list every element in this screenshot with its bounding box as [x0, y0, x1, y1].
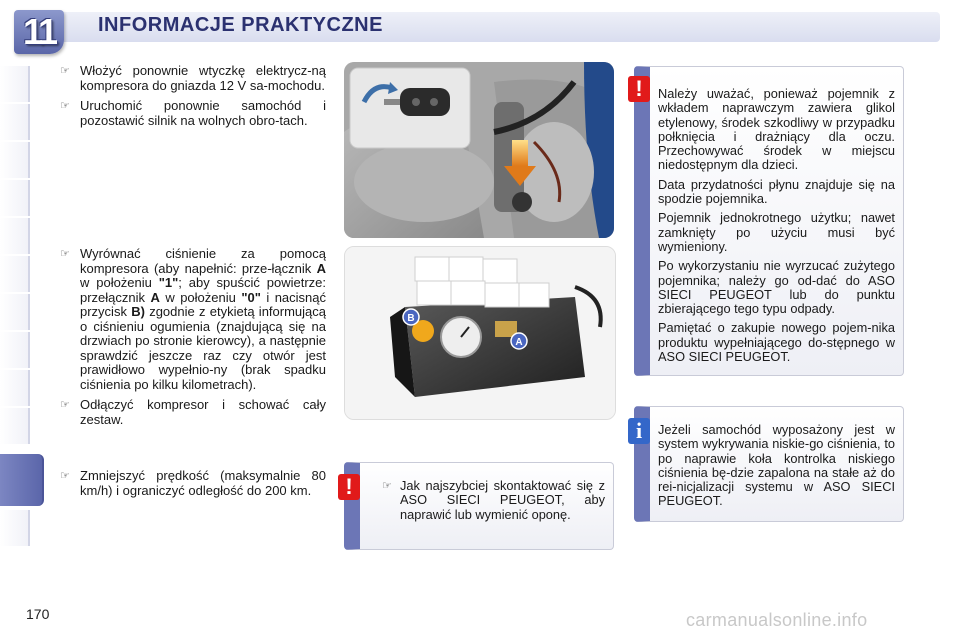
- chapter-tab[interactable]: [0, 66, 30, 102]
- instructions-group-1: [60, 64, 326, 134]
- chapter-tabs: [0, 66, 30, 576]
- instructions-group-2: [60, 247, 326, 433]
- warning-paragraph: Należy uważać, ponieważ pojemnik z wkładem naprawczym zawiera glikol etylenowy, środek szkodliwy w przypadku połknięcia i drażniący dla oczu. Przechowywać środek w miejscu niedostępnym dla dzieci.: [658, 86, 895, 173]
- warning-icon: !: [628, 76, 650, 102]
- list-item: ☞ Jak najszybciej skontaktować się z ASO SIECI PEUGEOT, aby naprawić lub wymienić oponę.: [382, 478, 605, 522]
- pointing-hand-icon: ☞: [382, 480, 392, 492]
- pointing-hand-icon: ☞: [60, 100, 70, 112]
- chapter-tab[interactable]: [0, 408, 30, 444]
- chapter-tab[interactable]: [0, 256, 30, 292]
- chapter-tab[interactable]: [0, 218, 30, 254]
- chapter-tab[interactable]: [0, 142, 30, 178]
- label-a: A: [515, 337, 523, 348]
- chapter-tab[interactable]: [0, 104, 30, 140]
- chapter-tab[interactable]: [0, 180, 30, 216]
- car-socket-photo: [344, 62, 614, 238]
- warning-paragraph: Data przydatności płynu znajduje się na spodzie pojemnika.: [658, 176, 895, 207]
- list-item: ☞ Wyrównać ciśnienie za pomocą kompresora (aby napełnić: prze-łącznik A w położeniu "1"; aby spuścić powietrze: przełącznik A w położeniu "0" i nacisnąć przycisk B) zgodnie z etykietą informującą o ciśnieniu ogumienia (znajdującą się na drzwiach po stronie kierowcy), a następnie sprawdzić jeszcze raz czy otwór jest prawidłowo wypełnio-ny (brak spadku ciśnienia po kilku kilometrach).: [60, 246, 327, 392]
- compressor-kit-photo: [344, 246, 616, 420]
- info-note: [634, 406, 904, 522]
- watermark: carmanualsonline.info: [686, 610, 868, 630]
- info-paragraph: Jeżeli samochód wyposażony jest w system wykrywania niskie-go ciśnienia, to po naprawie koła kontrolka niskiego ciśnienia bę-dzie zapalona na stałe aż do rei-nicjalizacji systemu w ASO SIECI PEUGEOT.: [658, 422, 895, 509]
- list-item: ☞ Odłączyć kompresor i schować cały zestaw.: [60, 397, 326, 427]
- chapter-tab[interactable]: [0, 370, 30, 406]
- compressor-illustration: [345, 247, 615, 419]
- warning-note: [634, 66, 904, 376]
- chapter-tab[interactable]: [0, 510, 30, 546]
- list-item: ☞ Zmniejszyć prędkość (maksymalnie 80 km/h) i ograniczyć odległość do 200 km.: [60, 468, 326, 498]
- label-b: B: [407, 313, 415, 324]
- pointing-hand-icon: ☞: [60, 248, 70, 260]
- warning-note-bottom: [344, 462, 614, 550]
- warning-paragraph: Pamiętać o zakupie nowego pojem-nika produktu wypełniającego do-stępnego w ASO SIECI PEUGEOT.: [658, 320, 895, 365]
- warning-paragraph: Pojemnik jednokrotnego użytku; nawet zamknięty po użyciu musi być wymieniony.: [658, 210, 895, 254]
- chapter-number: 11: [22, 11, 56, 52]
- chapter-tab[interactable]: [0, 294, 30, 330]
- chapter-tab-active[interactable]: [0, 454, 44, 506]
- car-socket-illustration: [344, 62, 614, 238]
- instructions-group-3: [60, 469, 326, 504]
- info-icon: i: [628, 418, 650, 444]
- pointing-hand-icon: ☞: [60, 399, 70, 411]
- pointing-hand-icon: ☞: [60, 65, 70, 77]
- list-item: ☞ Włożyć ponownie wtyczkę elektrycz-ną kompresora do gniazda 12 V sa-mochodu.: [60, 63, 326, 93]
- list-item: ☞ Uruchomić ponownie samochód i pozostawić silnik na wolnych obro-tach.: [60, 98, 326, 128]
- page-number: 170: [26, 606, 50, 622]
- pointing-hand-icon: ☞: [60, 470, 70, 482]
- warning-icon: !: [338, 474, 360, 500]
- warning-paragraph: Po wykorzystaniu nie wyrzucać zużytego pojemnika; należy go od-dać do ASO SIECI PEUGEOT lub do punktu zbierającego tego typu odpady.: [658, 258, 895, 317]
- page-title: INFORMACJE PRAKTYCZNE: [98, 14, 383, 36]
- chapter-tab[interactable]: [0, 332, 30, 368]
